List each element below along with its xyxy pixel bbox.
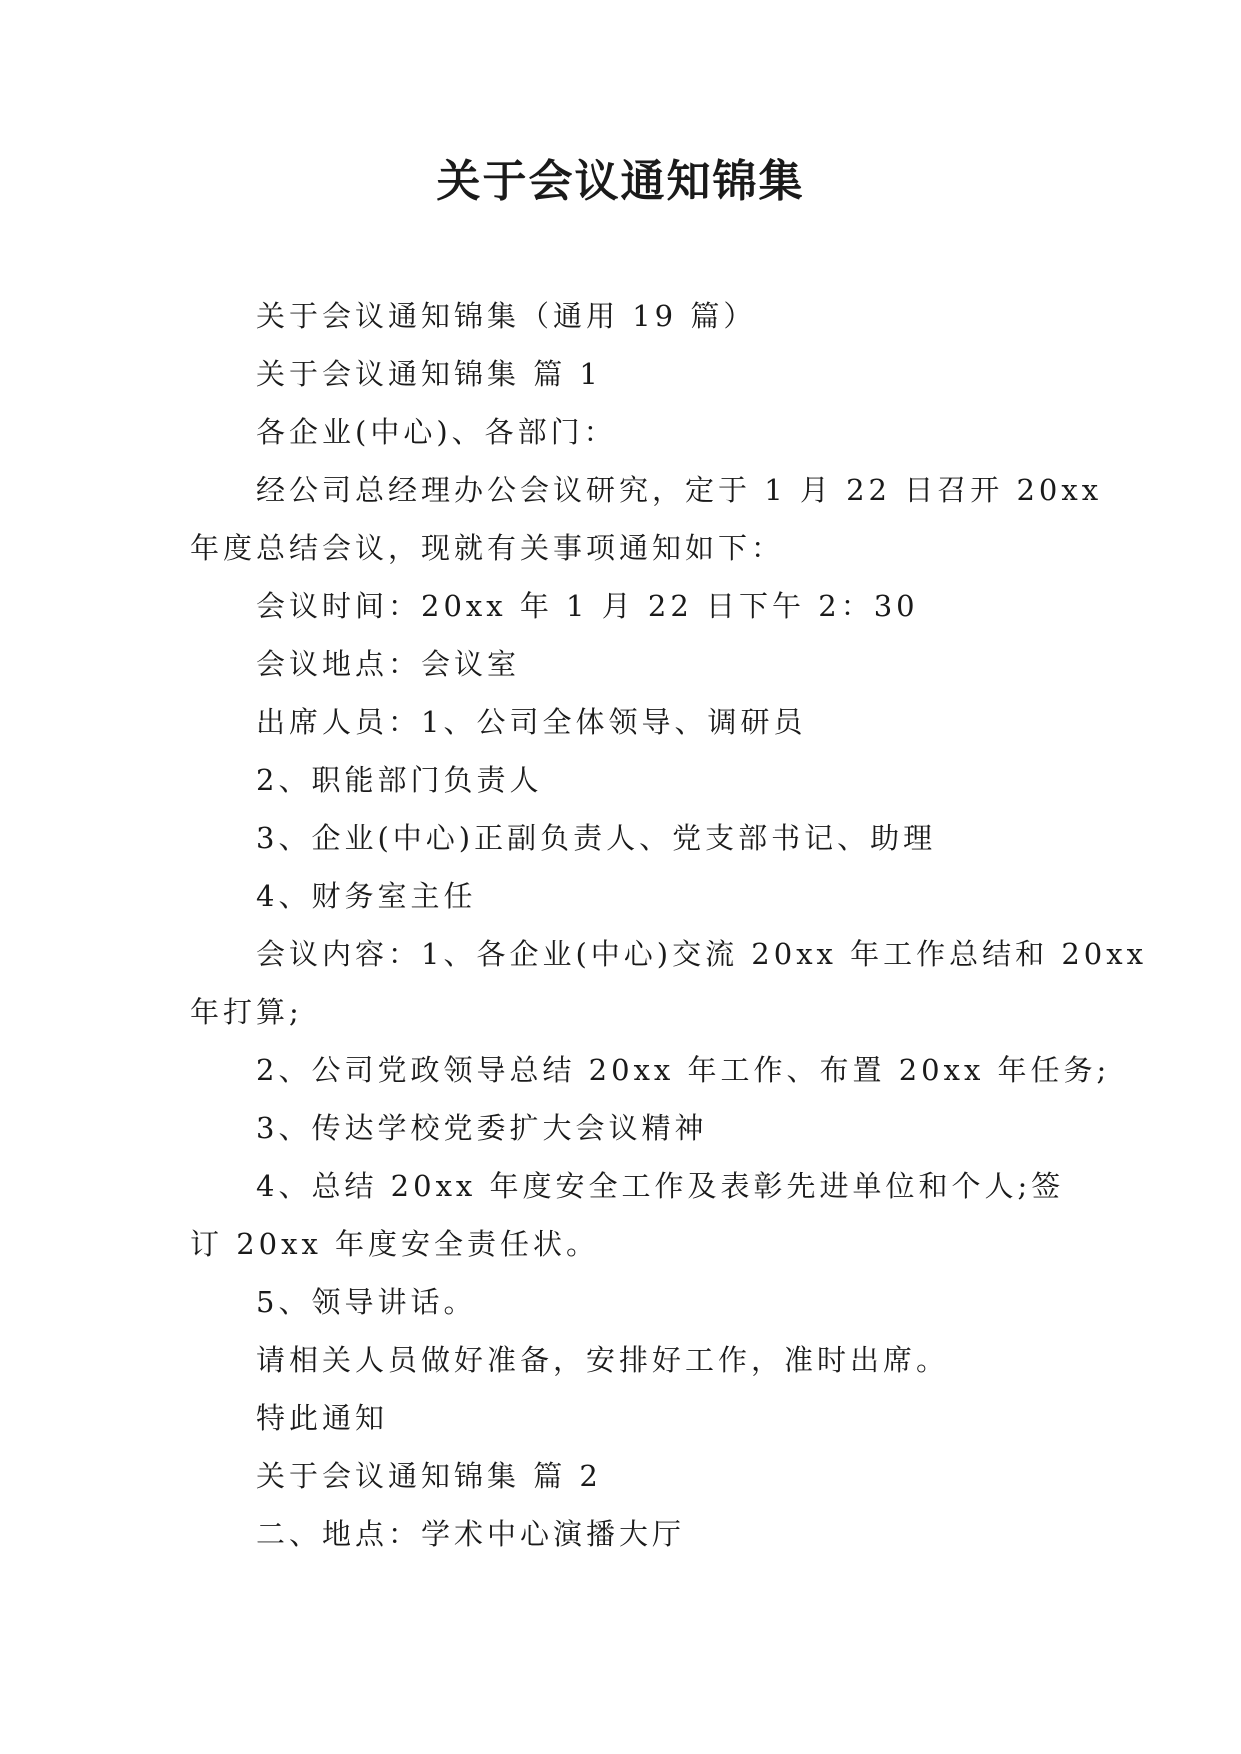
meeting-time-line: 会议时间：20xx 年 1 月 22 日下午 2：30	[256, 589, 919, 623]
attendees-line: 4、财务室主任	[256, 879, 477, 913]
paragraph-line: 请相关人员做好准备，安排好工作，准时出席。	[256, 1343, 950, 1377]
meeting-location-line: 会议地点：会议室	[256, 647, 521, 681]
paragraph-line: 二、地点：学术中心演播大厅	[256, 1517, 686, 1551]
agenda-line: 会议内容：1、各企业(中心)交流 20xx 年工作总结和 20xx	[256, 937, 1147, 971]
document-body	[190, 287, 1147, 1563]
paragraph-line: 年度总结会议，现就有关事项通知如下：	[190, 531, 785, 565]
agenda-line: 2、公司党政领导总结 20xx 年工作、布置 20xx 年任务;	[256, 1053, 1111, 1087]
agenda-line: 3、传达学校党委扩大会议精神	[256, 1111, 708, 1145]
attendees-line: 2、职能部门负责人	[256, 763, 543, 797]
recipient-line: 各企业(中心)、各部门：	[256, 415, 617, 449]
closing-line: 特此通知	[256, 1401, 389, 1435]
document-title: 关于会议通知锦集	[436, 156, 805, 207]
attendees-line: 出席人员：1、公司全体领导、调研员	[256, 705, 807, 739]
section-heading: 关于会议通知锦集 篇 1	[256, 357, 602, 391]
agenda-line: 5、领导讲话。	[256, 1285, 477, 1319]
attendees-line: 3、企业(中心)正副负责人、党支部书记、助理	[256, 821, 937, 855]
agenda-line: 年打算;	[190, 995, 303, 1029]
agenda-line: 4、总结 20xx 年度安全工作及表彰先进单位和个人;签	[256, 1169, 1065, 1203]
paragraph-line: 经公司总经理办公会议研究，定于 1 月 22 日召开 20xx	[256, 473, 1103, 507]
agenda-line: 订 20xx 年度安全责任状。	[190, 1227, 600, 1261]
section-heading: 关于会议通知锦集 篇 2	[256, 1459, 602, 1493]
paragraph-line: 关于会议通知锦集（通用 19 篇）	[256, 299, 757, 333]
